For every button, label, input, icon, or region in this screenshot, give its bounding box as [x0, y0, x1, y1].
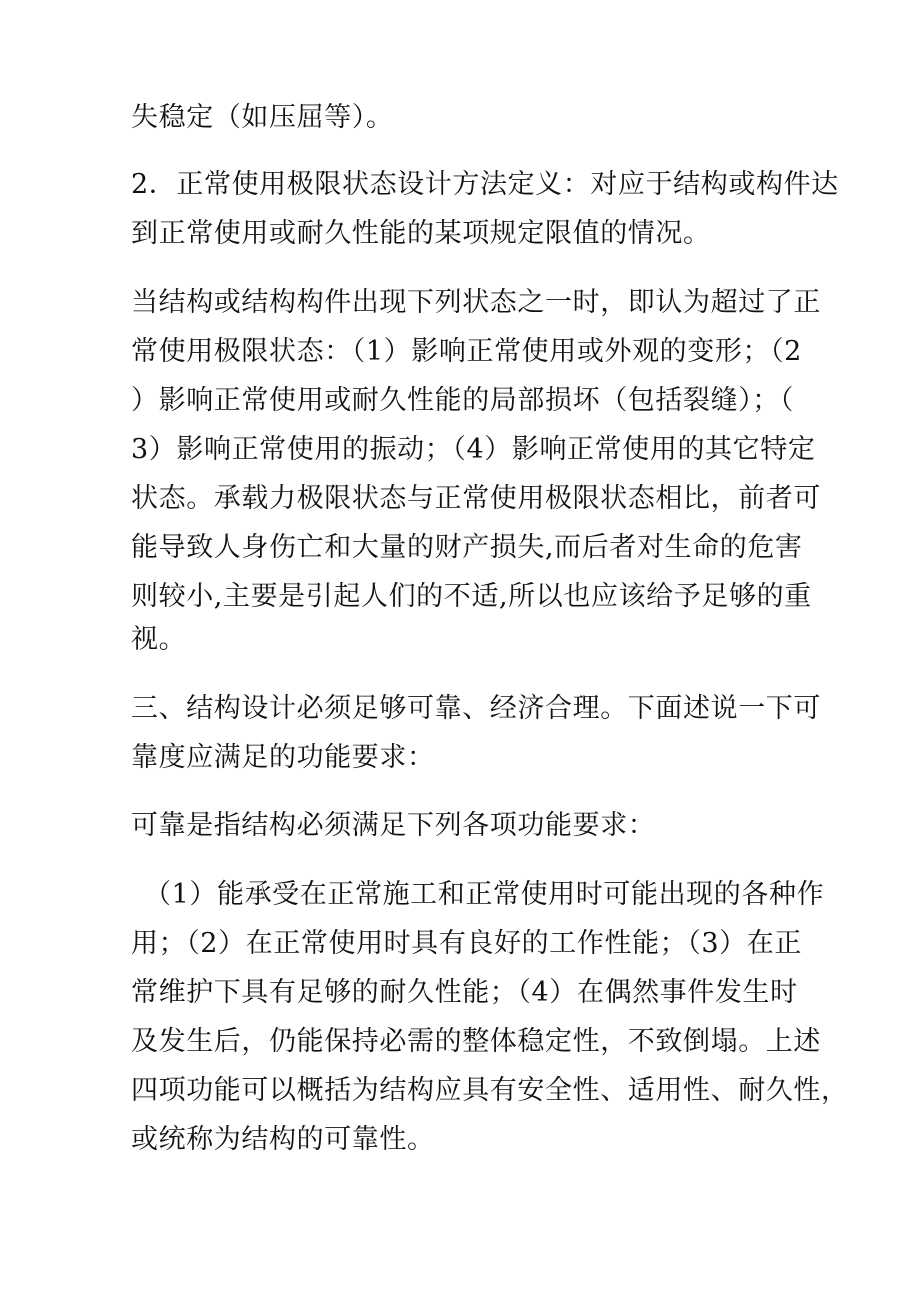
paragraph-3-line-1: 当结构或结构构件出现下列状态之一时，即认为超过了正	[131, 287, 821, 318]
paragraph-2-line-2: 到正常使用或耐久性能的某项规定限值的情况。	[131, 218, 711, 249]
paragraph-6-line-2: 用；（2）在正常使用时具有良好的工作性能；（3）在正	[131, 928, 802, 959]
paragraph-3-line-2: 常使用极限状态：（1）影响正常使用或外观的变形；（2	[131, 336, 802, 367]
paragraph-6-line-5: 四项功能可以概括为结构应具有安全性、适用性、耐久性，	[131, 1075, 849, 1106]
paragraph-5-line-1: 可靠是指结构必须满足下列各项功能要求：	[131, 810, 656, 841]
paragraph-4-line-2: 靠度应满足的功能要求：	[131, 742, 435, 773]
paragraph-4-line-1: 三、结构设计必须足够可靠、经济合理。下面述说一下可	[131, 693, 821, 724]
paragraph-3-line-8: 视。	[131, 624, 187, 655]
paragraph-3-line-7: 则较小,主要是引起人们的不适,所以也应该给予足够的重	[131, 581, 812, 612]
paragraph-3-line-4: 3）影响正常使用的振动；（4）影响正常使用的其它特定	[131, 434, 816, 465]
paragraph-3-line-6: 能导致人身伤亡和大量的财产损失,而后者对生命的危害	[131, 532, 803, 563]
paragraph-2-line-1: 2．正常使用极限状态设计方法定义：对应于结构或构件达	[131, 169, 839, 200]
paragraph-6-line-1: （1）能承受在正常施工和正常使用时可能出现的各种作	[144, 879, 825, 910]
paragraph-3-line-5: 状态。承载力极限状态与正常使用极限状态相比，前者可	[131, 483, 821, 514]
paragraph-1-line-1: 失稳定（如压屈等）。	[131, 102, 394, 133]
paragraph-3-line-3: ）影响正常使用或耐久性能的局部损坏（包括裂缝）；（	[131, 385, 794, 416]
paragraph-6-line-3: 常维护下具有足够的耐久性能；（4）在偶然事件发生时	[131, 977, 798, 1008]
paragraph-6-line-6: 或统称为结构的可靠性。	[131, 1124, 435, 1155]
paragraph-6-line-4: 及发生后，仍能保持必需的整体稳定性，不致倒塌。上述	[131, 1026, 821, 1057]
